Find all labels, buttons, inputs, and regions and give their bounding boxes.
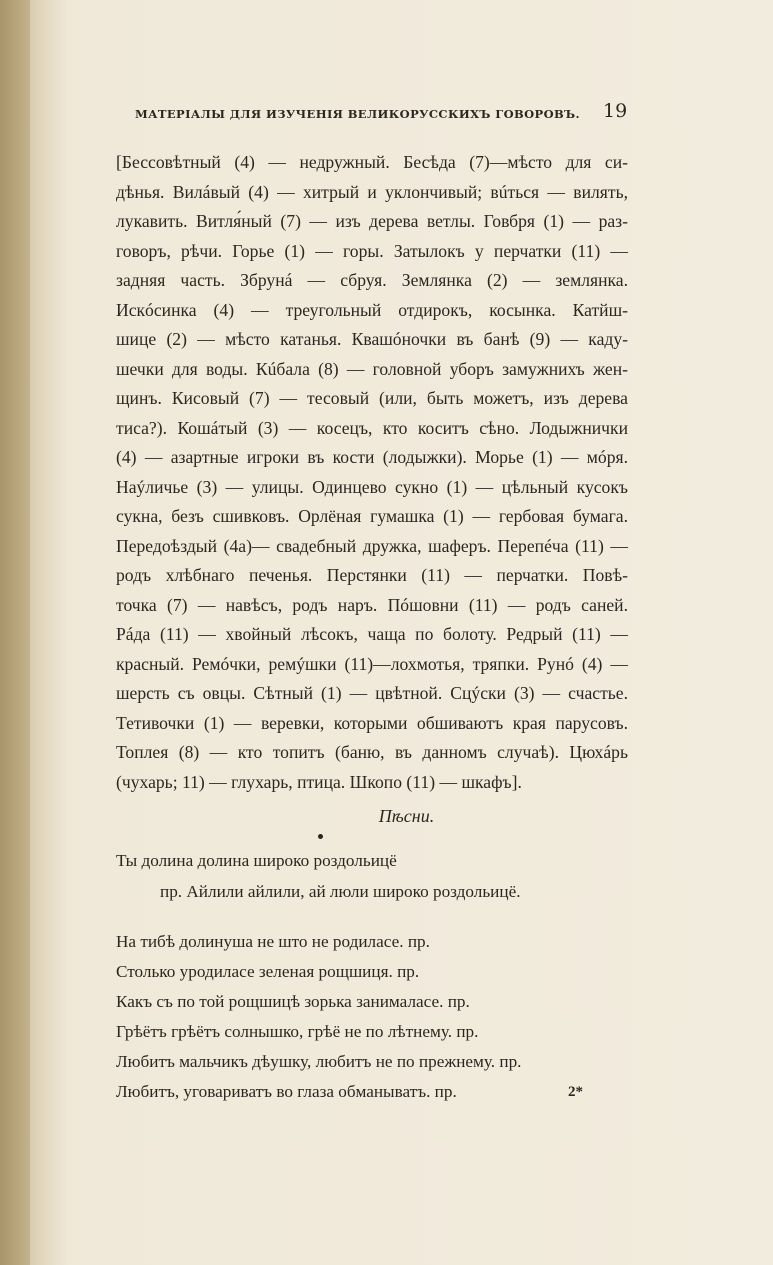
verse-line: На тибѣ долинуша не што не родиласе. пр. xyxy=(116,932,430,951)
song-text xyxy=(116,845,636,1107)
book-spine-shadow xyxy=(0,0,30,1265)
glossary-line: сукна, безъ сшивковъ. Орлёная гумашка (1) — гербовая бумага. xyxy=(116,506,628,526)
glossary-line: красный. Ремóчки, ремýшки (11)—лохмотья, тряпки. Рунó (4) — xyxy=(116,653,628,674)
glossary-line: щинъ. Кисовый (7) — тесовый (или, быть можетъ, изъ дерева xyxy=(116,388,628,408)
glossary-line: шечки для воды. Кúбала (8) — головной уборъ замужнихъ жен- xyxy=(116,358,628,379)
ornament-dot xyxy=(318,834,323,839)
glossary-line: говоръ, рѣчи. Горье (1) — горы. Затылокъ у перчатки (11) — xyxy=(116,240,628,261)
running-head: МАТЕРІАЛЫ ДЛЯ ИЗУЧЕНІЯ ВЕЛИКОРУССКИХЪ ГОВОРОВЪ. xyxy=(135,107,580,121)
glossary-line: задняя часть. Збрунá — сбруя. Землянка (2) — землянка. xyxy=(116,270,628,290)
glossary-line: (4) — азартные игроки въ кости (лодыжки). Морье (1) — мóря. xyxy=(116,447,628,467)
glossary-line: дѣнья. Вилáвый (4) — хитрый и уклончивый; вúться — вилять, xyxy=(116,181,628,202)
glossary-line: лукавить. Витля́ный (7) — изъ дерева ветлы. Говбря (1) — раз- xyxy=(116,211,628,231)
verse-line: Столько уродиласе зеленая рощшиця. пр. xyxy=(116,962,420,981)
glossary-line: шице (2) — мѣсто катанья. Квашóночки въ банѣ (9) — каду- xyxy=(116,329,628,349)
verse-line: Любитъ мальчикъ дѣушку, любитъ не по прежнему. пр. xyxy=(116,1052,522,1071)
page-number: 19 xyxy=(603,100,628,122)
glossary-line: тиса?). Кошáтый (3) — косецъ, кто коситъ сѣно. Лодыжнички xyxy=(116,417,628,438)
glossary-line: точка (7) — навѣсъ, родъ наръ. Пóшовни (11) — родъ саней. xyxy=(116,594,628,615)
glossary-line: Рáда (11) — хвойный лѣсокъ, чаща по болоту. Редрый (11) — xyxy=(116,624,628,644)
glossary-line: шерсть съ овцы. Сѣтный (1) — цвѣтной. Сцýски (3) — счастье. xyxy=(116,683,628,703)
verse-line: Любитъ, уговариватъ во глаза обманыватъ. пр. xyxy=(116,1082,457,1101)
refrain-line: пр. Айлили айлили, ай люли широко роздольицё. xyxy=(160,882,521,901)
glossary-line: Тетивочки (1) — веревки, которыми обшиваютъ края парусовъ. xyxy=(116,712,628,733)
songs-section-title: Пѣсни. xyxy=(378,806,435,826)
signature-mark: 2* xyxy=(568,1084,583,1100)
refrain-line: Ты долина долина широко роздольицё xyxy=(116,851,397,870)
glossary-line: Искóсинка (4) — треугольный отдирокъ, косынка. Катйш- xyxy=(116,299,628,320)
glossary-line: [Бессовѣтный (4) — недружный. Бесѣда (7)—мѣсто для си- xyxy=(116,152,628,172)
glossary-line: родъ хлѣбнаго печенья. Перстянки (11) — перчатки. Повѣ- xyxy=(116,565,628,585)
verse-line: Грѣётъ грѣётъ солнышко, грѣё не по лѣтнему. пр. xyxy=(116,1022,479,1041)
glossary-line: Наýличье (3) — улицы. Одинцево сукно (1) — цѣльный кусокъ xyxy=(116,476,628,497)
stanza-gap xyxy=(116,907,636,927)
glossary-paragraph xyxy=(116,148,628,797)
verse-line: Какъ съ по той рощшицѣ зорька занималасе. пр. xyxy=(116,992,470,1011)
glossary-line: Передоѣздый (4а)— свадебный дружка, шаферъ. Перепéча (11) — xyxy=(116,535,628,556)
glossary-line: (чухарь; 11) — глухарь, птица. Шкопо (11) — шкафъ]. xyxy=(116,771,522,792)
glossary-line: Топлея (8) — кто топитъ (баню, въ данномъ случаѣ). Цюхáрь xyxy=(116,742,628,762)
